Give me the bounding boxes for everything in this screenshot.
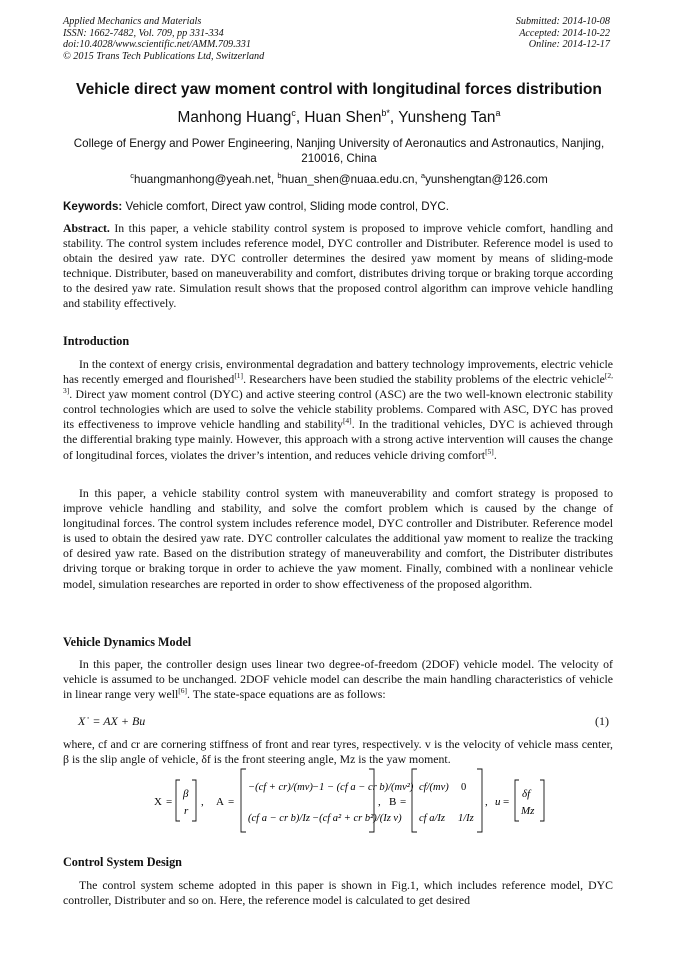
abstract xyxy=(63,221,613,312)
bracket-right xyxy=(540,780,544,821)
email-mark: b xyxy=(277,171,282,180)
dynamics-paragraph-1 xyxy=(63,657,613,702)
copyright-line: © 2015 Trans Tech Publications Ltd, Switzerland xyxy=(63,51,265,63)
email-link[interactable]: huan_shen@nuaa.edu.cn, xyxy=(281,172,418,186)
section-heading-dynamics: Vehicle Dynamics Model xyxy=(63,635,192,649)
matrix-B-entry: cf a/Iz xyxy=(419,813,445,824)
equation-number: (1) xyxy=(595,714,609,728)
matrix-X-entry: r xyxy=(184,805,189,817)
journal-name: Applied Mechanics and Materials xyxy=(63,16,202,27)
bracket-left xyxy=(412,769,417,832)
bracket-left xyxy=(515,780,519,821)
email-list xyxy=(0,171,678,186)
bracket-right xyxy=(477,769,482,832)
equation-1 xyxy=(78,714,145,729)
intro-paragraph-2: In this paper, a vehicle stability control system with maneuverability and comfort strategy is proposed to improve vehicle handling and stability, and solve the comfort problem which is caused by the change of longitudinal forces. The control system includes reference model, DYC controller and Distributer. Reference model is used to obtain the desired yaw rate. DYC controller calculates the additional yaw moment to realize the tracking of desired yaw rate. Based on the distribution strategy of maneuverability and comfort, the Distributer distributes driving torque or braking torque in order to achieve the yaw moment. Finally, combined with a nonlinear vehicle model, simulation researches are reported in order to show effectiveness of the proposed algorithm. xyxy=(63,486,613,591)
intro-text: . Direct yaw moment control (DYC) and active steering control (ASC) are the two well-known electronic stability control technologies which are used to solve the vehicle stability problems. Compared with ASC, DYC has proved its effectiveness to improve vehicle handling and stability xyxy=(63,387,613,432)
author-mark: c xyxy=(291,108,296,118)
author-mark: a xyxy=(495,108,501,118)
doi-line: doi:10.4028/www.scientific.net/AMM.709.331 xyxy=(63,39,251,51)
comma: , xyxy=(485,796,488,808)
matrix-A-entry: −1 − (cf a − cr b)/(mv²) xyxy=(312,782,414,793)
matrix-A-entry: −(cf + cr)/(mv) xyxy=(248,782,313,793)
intro-text: . xyxy=(493,447,497,462)
dynamics-text: In this paper, the controller design uses linear two degree-of-freedom (2DOF) vehicle model. The velocity of vehicle is assumed to be unchanged. 2DOF vehicle model can describe the main handling characteristics of vehicle in linear range very well xyxy=(63,657,613,702)
intro-paragraph-1 xyxy=(63,357,613,463)
journal-header-right xyxy=(410,16,610,51)
accepted-date: Accepted: 2014-10-22 xyxy=(519,27,610,39)
matrix-A-label: A xyxy=(216,796,224,808)
matrix-u-label: u xyxy=(495,796,501,808)
author-name: Yunsheng Tan xyxy=(398,109,496,127)
bracket-left xyxy=(176,780,180,821)
bracket-left xyxy=(241,769,246,832)
matrix-B-entry: cf/(mv) xyxy=(419,782,449,793)
section-heading-introduction: Introduction xyxy=(63,334,130,348)
citation: [4] xyxy=(342,416,352,426)
citation: [2, 3] xyxy=(63,371,613,396)
affiliation: College of Energy and Power Engineering, Nanjing University of Aeronautics and Astronautics, Nanjing, 210016, China xyxy=(73,137,605,165)
abstract-text: In this paper, a vehicle stability control system is proposed to improve vehicle comfort, handling and stability. The control system includes reference model, DYC controller and Distributer. Reference model is used to obtain the desired yaw rate. DYC controller determines the desired yaw moment by means of sliding-mode technique. Distributer, based on maneuverability and comfort, distributes driving torque or braking torque according to the desired yaw rate. Simulation result shows that the proposed control algorithm can improve vehicle handling and stability effectively. xyxy=(63,221,613,311)
keywords-text: Vehicle comfort, Direct yaw control, Sliding mode control, DYC. xyxy=(125,200,449,213)
submitted-date: Submitted: 2014-10-08 xyxy=(515,16,610,27)
intro-text: . In the traditional vehicles, DYC is achieved through the differential braking type mainly. However, this approach with a strong active intervention will causes the change of longitudinal forces, violates the driver’s intention, and reduces vehicle driving comfort xyxy=(63,417,613,462)
bracket-right xyxy=(192,780,196,821)
equals-sign: = xyxy=(166,796,173,808)
comma: , xyxy=(378,796,381,808)
matrix-B-entry: 1/Iz xyxy=(458,813,474,824)
matrix-X-entry: β xyxy=(183,788,189,800)
matrix-A-entry: −(cf a² + cr b²)/(Iz v) xyxy=(312,813,402,824)
online-date: Online: 2014-12-17 xyxy=(528,39,610,51)
dynamics-text: . The state-space equations are as follows: xyxy=(187,687,386,702)
issn-line: ISSN: 1662-7482, Vol. 709, pp 331-334 xyxy=(63,27,224,39)
matrix-B-entry: 0 xyxy=(461,782,467,793)
citation: [6] xyxy=(178,686,188,696)
matrix-A-entry: (cf a − cr b)/Iz xyxy=(248,813,310,824)
email-mark: a xyxy=(420,171,426,180)
state-space-matrices xyxy=(0,766,678,834)
email-link[interactable]: huangmanhong@yeah.net, xyxy=(134,172,275,186)
matrix-B-label: B xyxy=(389,796,397,808)
author-name: Manhong Huang xyxy=(177,109,292,127)
equals-sign: = xyxy=(400,796,407,808)
equals-sign: = xyxy=(228,796,235,808)
intro-text: . Researchers have been studied the stability problems of the electric vehicle xyxy=(243,372,605,387)
author-mark: b* xyxy=(381,108,390,118)
matrix-u-entry: δf xyxy=(522,788,531,800)
citation: [1] xyxy=(234,371,244,381)
journal-header-left xyxy=(63,16,363,63)
keywords xyxy=(63,200,613,213)
intro-text: In the context of energy crisis, environmental degradation and battery technology improvements, electric vehicle has recently emerged and flourished xyxy=(63,357,613,387)
author-list: Manhong Huang$^c$, Huan Shen$^{b*}$, Yunsheng Tan$^a$ xyxy=(177,108,501,127)
keywords-label: Keywords: xyxy=(63,200,123,213)
citation: [5] xyxy=(485,446,494,456)
email-mark: c xyxy=(130,171,135,180)
author-name: Huan Shen xyxy=(304,109,382,127)
section-heading-control: Control System Design xyxy=(63,855,182,869)
abstract-label: Abstract. xyxy=(63,221,110,235)
comma: , xyxy=(201,796,204,808)
control-paragraph-1: The control system scheme adopted in this paper is shown in Fig.1, which includes reference model, DYC controller, Distributer and so on. Here, the reference model is calculated to get desired xyxy=(63,878,613,908)
dynamics-paragraph-2: where, cf and cr are cornering stiffness of front and rear tyres, respectively. v is the velocity of vehicle mass center, β is the slip angle of vehicle, δf is the front steering angle, Mz is the yaw moment. xyxy=(63,737,613,767)
matrix-u-entry: Mz xyxy=(521,805,535,817)
paper-title: Vehicle direct yaw moment control with longitudinal forces distribution xyxy=(76,81,602,98)
matrix-X-label: X xyxy=(154,796,162,808)
equals-sign: = xyxy=(503,796,510,808)
email-link[interactable]: yunshengtan@126.com xyxy=(425,172,548,186)
equation-text: X˙ = AX + Bu xyxy=(78,714,146,728)
